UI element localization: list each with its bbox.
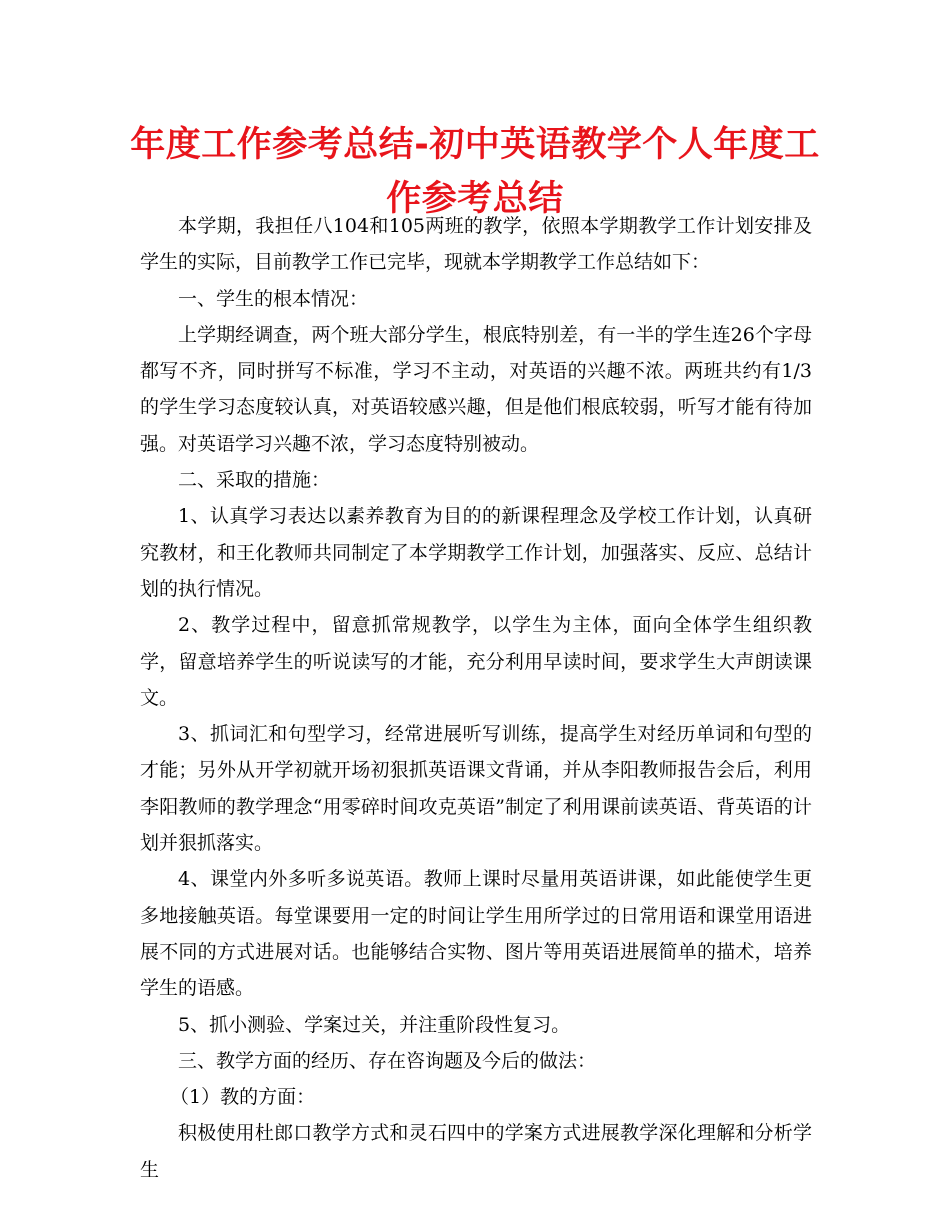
paragraph-teaching: 积极使用杜郎口教学方式和灵石四中的学案方式进展教学深化理解和分析学生 bbox=[140, 1122, 812, 1181]
paragraph-student-situation: 上学期经调查，两个班大部分学生，根底特别差，有一半的学生连26个字母都写不齐，同时拼写不标准，学习不主动，对英语的兴趣不浓。两班共约有1/3的学生学习态度较认真，对英语较感兴趣，但是他们根底较弱，听写才能有待加强。对英语学习兴趣不浓，学习态度特别被动。 bbox=[140, 323, 812, 455]
heading-student-situation: 一、学生的根本情况： bbox=[178, 287, 369, 310]
paragraph-measure-3: 3、抓词汇和句型学习，经常进展听写训练，提高学生对经历单词和句型的才能；另外从开学初就开场初狠抓英语课文背诵，并从李阳教师报告会后，利用李阳教师的教学理念“用零碎时间攻克英语”制定了利用课前读英语、背英语的计划并狠抓落实。 bbox=[140, 723, 812, 855]
document-body bbox=[140, 208, 812, 1188]
paragraph-measure-5: 5、抓小测验、学案过关，并注重阶段性复习。 bbox=[178, 1013, 571, 1036]
paragraph-measure-4: 4、课堂内外多听多说英语。教师上课时尽量用英语讲课，如此能使学生更多地接触英语。每堂课要用一定的时间让学生用所学过的日常用语和课堂用语进展不同的方式进展对话。也能够结合实物、图片等用英语进展简单的描术，培养学生的语感。 bbox=[140, 868, 812, 1000]
document-title: 年度工作参考总结-初中英语教学个人年度工作参考总结 bbox=[130, 125, 820, 219]
paragraph-intro: 本学期，我担任八104和105两班的教学，依照本学期教学工作计划安排及学生的实际，目前教学工作已完毕，现就本学期教学工作总结如下： bbox=[140, 215, 812, 274]
paragraph-measure-1: 1、认真学习表达以素养教育为目的的新课程理念及学校工作计划，认真研究教材，和王化教师共同制定了本学期教学工作计划，加强落实、反应、总结计划的执行情况。 bbox=[140, 505, 812, 600]
heading-experience: 三、教学方面的经历、存在咨询题及今后的做法： bbox=[178, 1049, 597, 1072]
subheading-teaching: （1）教的方面： bbox=[170, 1086, 316, 1109]
heading-measures: 二、采取的措施： bbox=[178, 469, 331, 492]
paragraph-measure-2: 2、教学过程中，留意抓常规教学，以学生为主体，面向全体学生组织教学，留意培养学生的听说读写的才能，充分利用早读时间，要求学生大声朗读课文。 bbox=[140, 614, 812, 709]
